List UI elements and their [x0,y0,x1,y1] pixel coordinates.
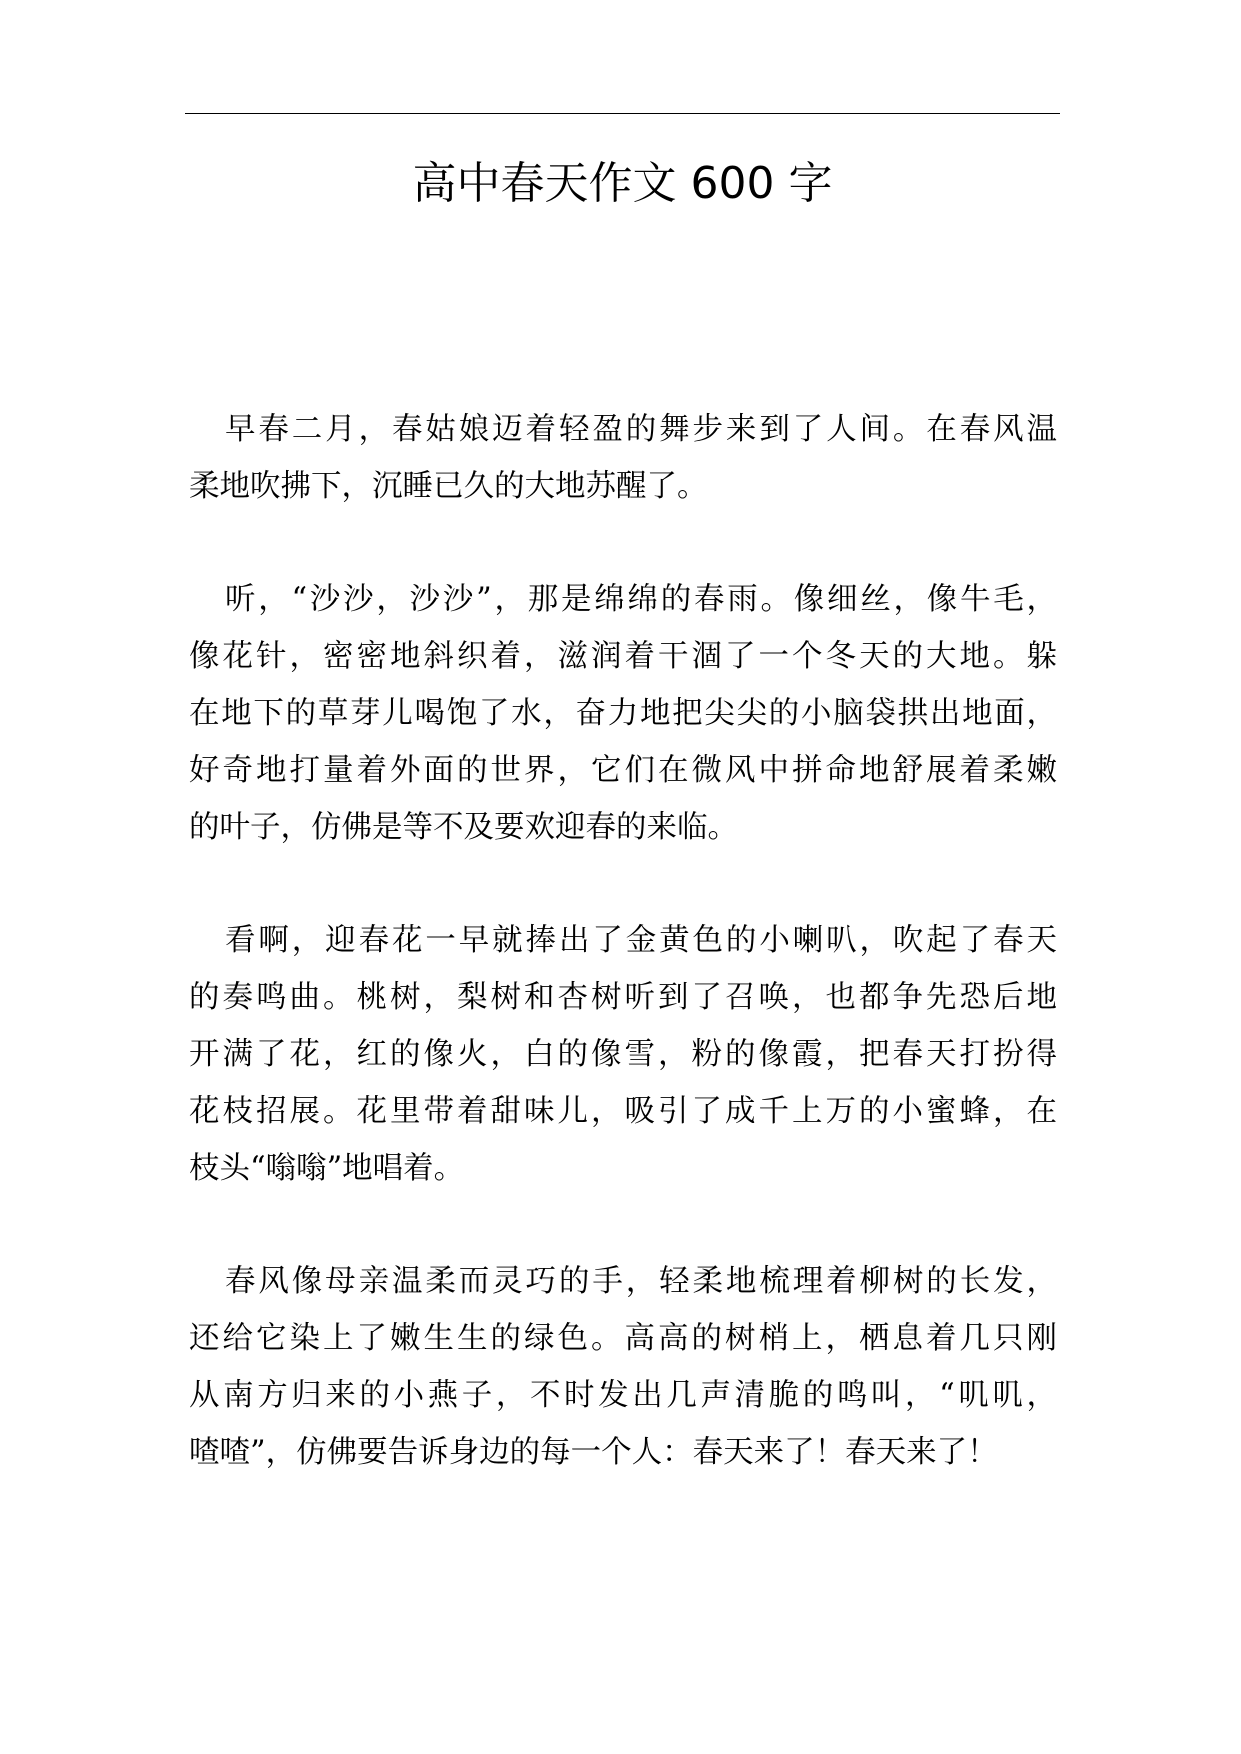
paragraph-3 [189,912,1057,1197]
document-body [189,401,1057,1537]
paragraph-line: 喳喳”，仿佛要告诉身边的每一个人：春天来了！春天来了！ [189,1435,998,1470]
paragraph-line: 早春二月，春姑娘迈着轻盈的舞步来到了人间。在春风温 [225,412,1057,447]
paragraph-line: 开满了花，红的像火，白的像雪，粉的像霞，把春天打扮得 [189,1037,1057,1072]
header-rule [185,113,1060,114]
paragraph-line: 好奇地打量着外面的世界，它们在微风中拼命地舒展着柔嫩 [189,753,1057,788]
document-title: 高中春天作文 600 字 [412,158,833,209]
paragraph-line: 像花针，密密地斜织着，滋润着干涸了一个冬天的大地。躲 [189,639,1057,674]
paragraph-line: 花枝招展。花里带着甜味儿，吸引了成千上万的小蜜蜂，在 [189,1094,1057,1129]
paragraph-line: 枝头“嗡嗡”地唱着。 [189,1151,465,1186]
paragraph-line: 看啊，迎春花一早就捧出了金黄色的小喇叭，吹起了春天 [225,923,1057,958]
paragraph-2 [189,571,1057,856]
paragraph-4 [189,1253,1057,1481]
paragraph-line: 柔地吹拂下，沉睡已久的大地苏醒了。 [189,469,708,504]
paragraph-line: 在地下的草芽儿喝饱了水，奋力地把尖尖的小脑袋拱出地面， [189,696,1057,731]
paragraph-line: 从南方归来的小燕子，不时发出几声清脆的鸣叫，“叽叽， [189,1378,1057,1413]
paragraph-line: 春风像母亲温柔而灵巧的手，轻柔地梳理着柳树的长发， [225,1264,1057,1299]
paragraph-line: 听，“沙沙，沙沙”，那是绵绵的春雨。像细丝，像牛毛， [225,582,1057,617]
paragraph-line: 的奏鸣曲。桃树，梨树和杏树听到了召唤，也都争先恐后地 [189,980,1057,1015]
paragraph-1 [189,401,1057,515]
paragraph-line: 的叶子，仿佛是等不及要欢迎春的来临。 [189,810,738,845]
paragraph-line: 还给它染上了嫩生生的绿色。高高的树梢上，栖息着几只刚 [189,1321,1057,1356]
